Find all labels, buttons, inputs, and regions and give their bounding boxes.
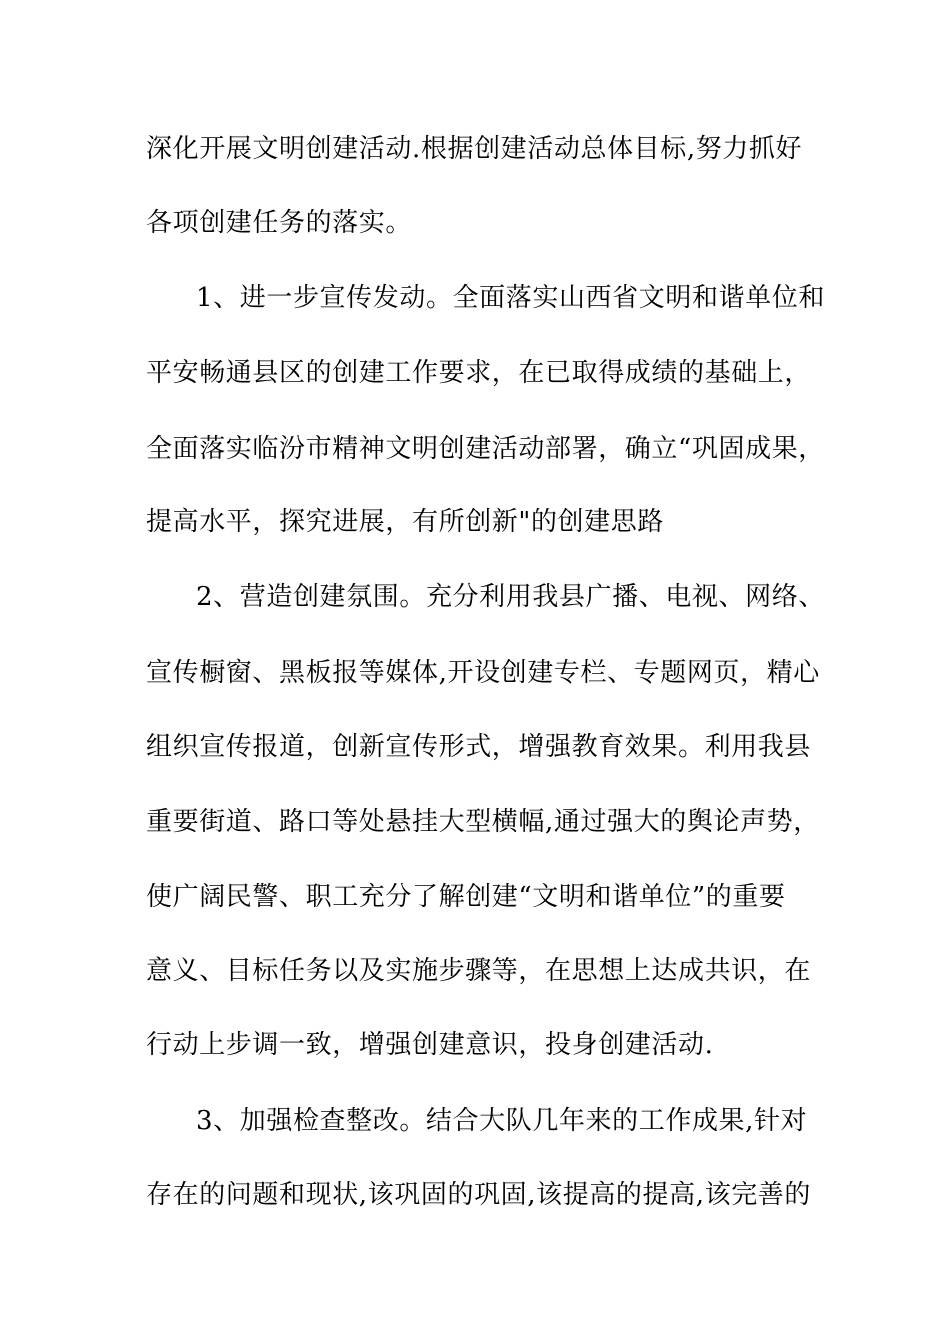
- text-line: 重要街道、路口等处悬挂大型横幅,通过强大的舆论声势，: [146, 807, 820, 837]
- text-line: 全面落实临汾市精神文明创建活动部署，确立“巩固成果，: [146, 434, 825, 464]
- text-line: 深化开展文明创建活动.根据创建活动总体目标,努力抓好: [146, 134, 803, 164]
- text-line: 3、加强检查整改。结合大队几年来的工作成果,针对: [196, 1106, 808, 1136]
- text-line: 组织宣传报道，创新宣传形式，增强教育效果。利用我县: [146, 732, 812, 762]
- text-line: 使广阔民警、职工充分了解创建“文明和谐单位”的重要: [146, 882, 786, 912]
- text-line: 存在的问题和现状,该巩固的巩固,该提高的提高,该完善的: [146, 1180, 811, 1210]
- text-line: 1、进一步宣传发动。全面落实山西省文明和谐单位和: [196, 283, 825, 313]
- text-line: 2、营造创建氛围。充分利用我县广播、电视、网络、: [196, 582, 825, 612]
- text-line: 平安畅通县区的创建工作要求，在已取得成绩的基础上，: [146, 358, 812, 388]
- text-line: 提高水平，探究进展，有所创新"的创建思路: [146, 507, 664, 537]
- text-line: 行动上步调一致，增强创建意识，投身创建活动.: [146, 1030, 714, 1060]
- text-line: 宣传橱窗、黑板报等媒体,开设创建专栏、专题网页，精心: [146, 658, 820, 688]
- text-line: 各项创建任务的落实。: [146, 208, 413, 238]
- text-line: 意义、目标任务以及实施步骤等，在思想上达成共识，在: [146, 956, 812, 986]
